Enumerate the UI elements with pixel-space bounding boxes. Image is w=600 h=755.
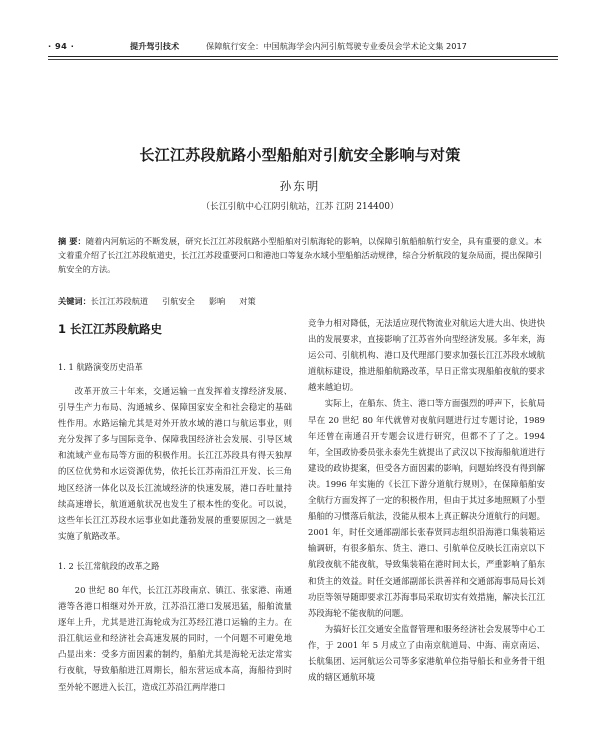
paragraph: 竞争力相对降低，无法适应现代物流业对航运大进大出、快进快出的发展要求，直接影响了江苏省外向型经济发展。多年来，海运公司、引航机构、港口及代理部门要求加强长江江苏段水域航道航标建设，推进船舶航路改革，早日正常实现船舶夜航的要求越来越迫切。	[308, 318, 545, 393]
keyword: 引航安全	[162, 296, 195, 306]
subsection-1-1-heading: 1. 1 航路演变历史沿革	[58, 362, 143, 372]
keyword: 长江江苏段航道	[90, 296, 149, 306]
conference-title: 保障航行安全：中国航海学会内河引航驾驶专业委员会学术论文集 2017	[206, 41, 467, 51]
abstract-label: 摘 要：	[58, 236, 86, 246]
abstract-text: 随着内河航运的不断发展，研究长江江苏段航路小型船舶对引航海轮的影响，以保障引航船舶航行安全，具有重要的意义。本文着重介绍了长江江苏段航道史，长江江苏段重要河口和港池口等复杂水域小型船舶活动规律，综合分析航段的复杂局面，提出保障引航安全的方法。	[58, 236, 542, 275]
left-column	[58, 315, 292, 695]
paper-title: 长江江苏段航路小型船舶对引航安全影响与对策	[139, 146, 461, 164]
keyword: 对策	[239, 296, 256, 306]
page-number: · 94 ·	[48, 41, 75, 51]
keyword: 影响	[208, 296, 226, 306]
subsection-1-2-heading: 1. 2 长江常航段的改革之路	[58, 560, 160, 571]
author-affiliation: （长江引航中心江阴引航站，江苏 江阴 214400）	[201, 202, 399, 212]
header-rule-thin	[48, 59, 558, 60]
keywords	[58, 296, 542, 307]
series-label: 提升驾引技术	[130, 41, 180, 51]
header-rule-thick	[48, 56, 558, 57]
paragraph: 20 世纪 80 年代，长江江苏段南京、镇江、张家港、南通港等各港口相继对外开放，江苏沿江港口发展迅猛，船舶流量逐年上升，尤其是进江海轮成为江苏经江港口运输的主力。在沿江航运业和经济社会高速发展的同时，一个问题不可避免地凸显出来：受多方面因素的制约，船舶尤其是海轮无法定常实行夜航，导致船舶进江周期长，船东营运成本高，海船待到时至外轮不愿进入长江，造成江苏沿江两岸港口	[58, 584, 292, 692]
paragraph: 为搞好长江交通安全监督管理和服务经济社会发展等中心工作，于 2001 年 5 月成立了由南京航道局、中海、南京南运、长航集团、运河航运公司等多家港航单位指导船长和业务骨干组成的辖区通航环境	[308, 623, 545, 683]
keywords-label: 关键词：	[58, 296, 91, 306]
paragraph: 改革开放三十年来，交通运输一直发挥着支撑经济发展、引导生产力布局、沟通城乡、保障国家安全和社会稳定的基础性作用。水路运输尤其是对外开放水域的港口与航运事业，则充分发挥了多与国际竞争、保障我国经济社会发展、引导区域和流域产业布局等方面的积极作用。长江江苏段具有得天独厚的区位优势和水运资源优势，依托长江苏南沿江开发、长三角地区经济一体化以及长江流域经济的快速发展，港口吞吐量持续高速增长，航道通航状况也发生了根本性的变化。可以说，这些年长江江苏段水运事业如此蓬勃发展的重要原因之一就是实施了航路改革。	[58, 386, 292, 541]
section-1-heading: 1 长江江苏段航路史	[58, 322, 163, 336]
running-header	[48, 40, 558, 56]
author-name: 孙东明	[279, 179, 321, 193]
right-column	[308, 315, 545, 685]
paragraph: 实际上，在船东、货主、港口等方面强烈的呼声下，长航局早在 20 世纪 80 年代就曾对夜航问题进行过专题讨论，1989 年还曾在南通召开专题会议进行研究，但都不了了之。1994 年，全国政协委员张永泰先生就提出了武汉以下按海船航道进行建设的政协提案，但受各方面因素的影响，问题始终没有得到解决。1996 年实施的《长江下游分道航行规则》，在保障船舶安全航行方面发挥了一定的积极作用，但由于其过多地照顾了小型船舶的习惯落后航法，没能从根本上真正解决分道航行的问题。2001 年，时任交通部副部长张春贤同志组织沿海港口集装箱运输调研，有很多船东、货主、港口、引航单位反映长江南京以下航段夜航不能夜航，导致集装箱在港时间太长，严重影响了船东和货主的效益。时任交通部副部长洪善祥和交通部海事局局长刘功臣等领导随即要求江苏海事局采取切实有效措施，解决长江江苏段海轮不能夜航的问题。	[308, 398, 545, 618]
abstract	[58, 234, 542, 277]
